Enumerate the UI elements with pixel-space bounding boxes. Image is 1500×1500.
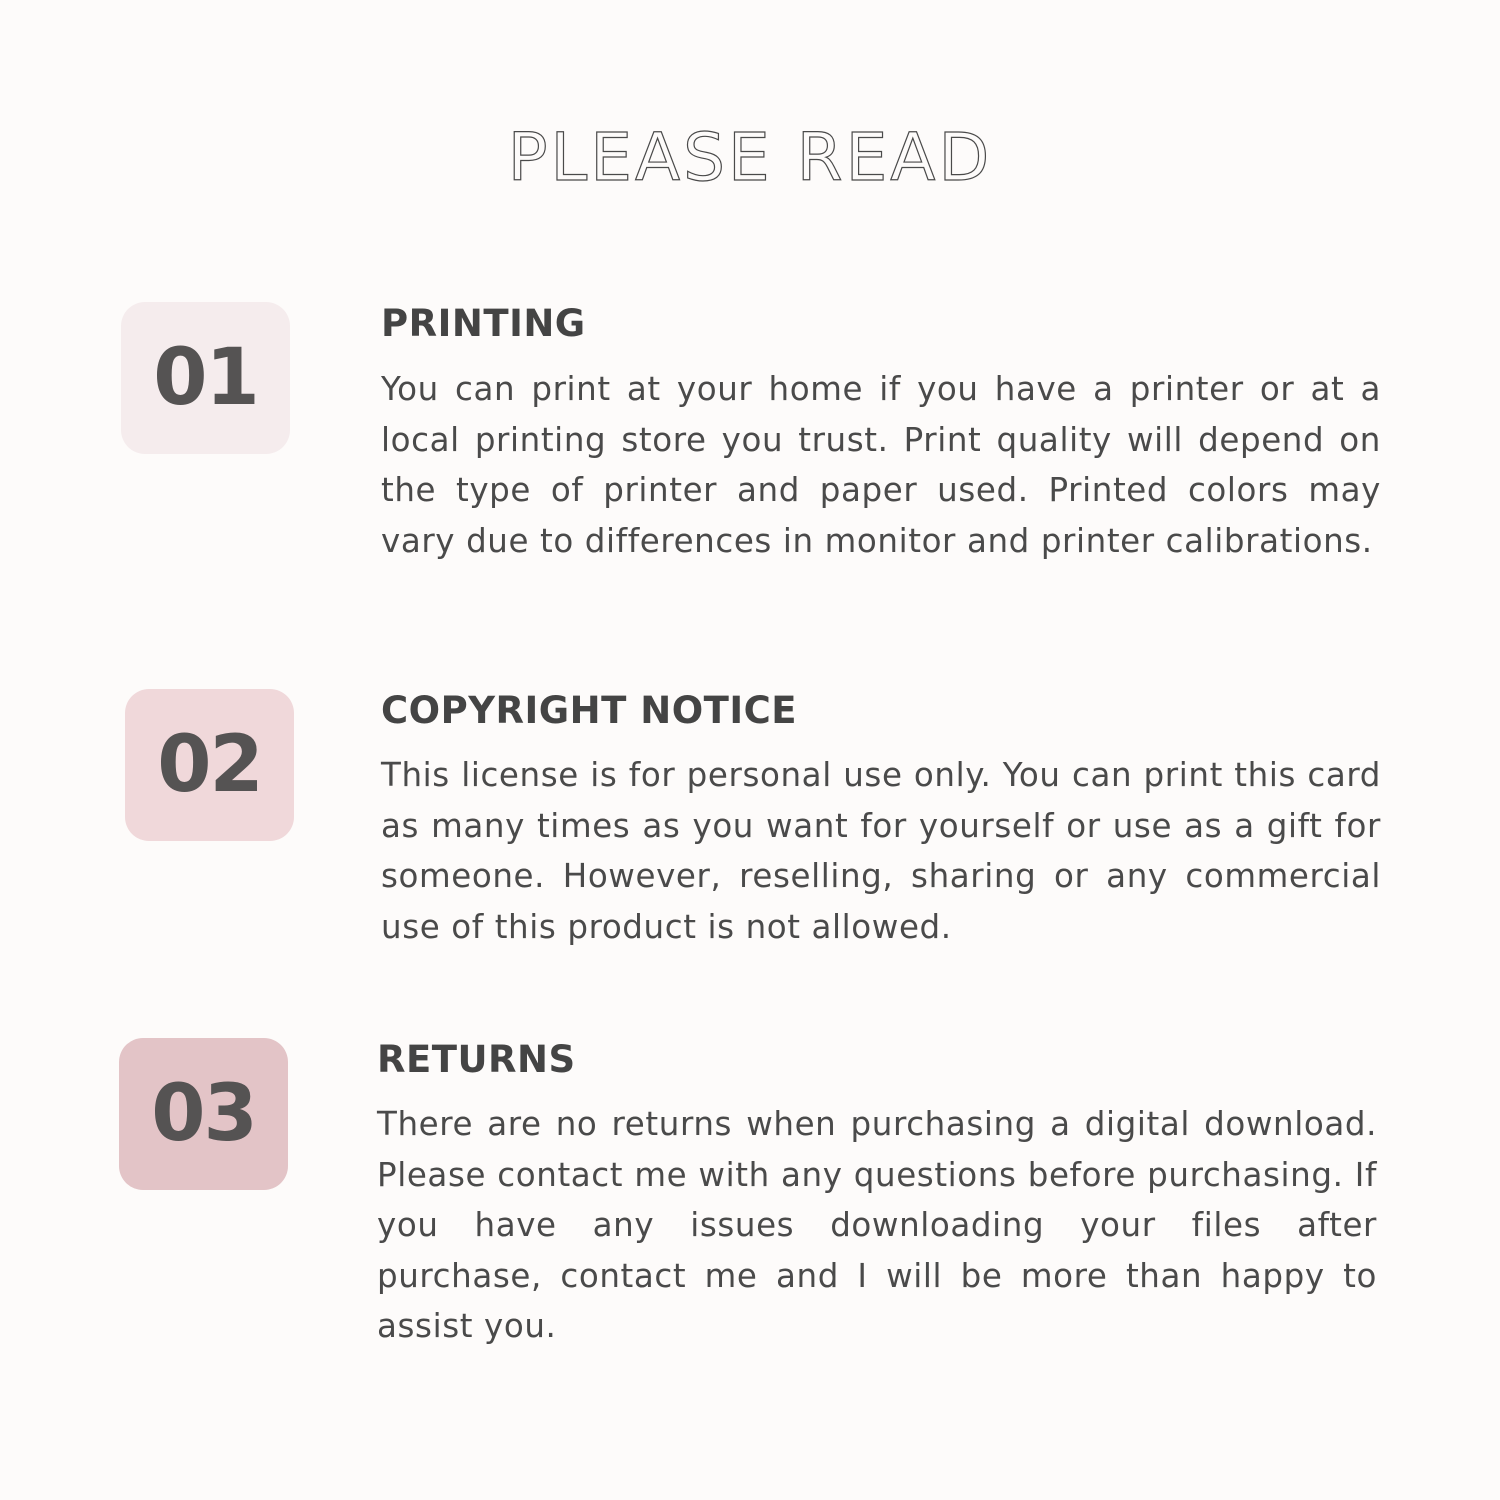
section-heading-returns: RETURNS [377, 1038, 576, 1081]
section-heading-copyright: COPYRIGHT NOTICE [381, 689, 798, 732]
section-body-copyright: This license is for personal use only. You can print this card as many times as you want for yourself or use as a gift for someone. However, reselling, sharing or any commercial use of this product is not allowed. [381, 756, 1381, 946]
section-number-badge: 03 [119, 1038, 288, 1190]
section-number-badge: 02 [125, 689, 294, 841]
section-body-returns: There are no returns when purchasing a digital download. Please contact me with any questions before purchasing. If you have any issues downloading your files after purchase, contact me and I will be more than happy to assist you. [377, 1105, 1377, 1345]
section-number-badge: 01 [121, 302, 290, 454]
section-heading-printing: PRINTING [381, 302, 586, 345]
section-body-printing: You can print at your home if you have a printer or at a local printing store you trust. Print quality will depend on the type of printer and paper used. Printed colors may vary due to differences in monitor and printer calibrations. [381, 370, 1381, 560]
page-title: PLEASE READ [507, 119, 993, 196]
